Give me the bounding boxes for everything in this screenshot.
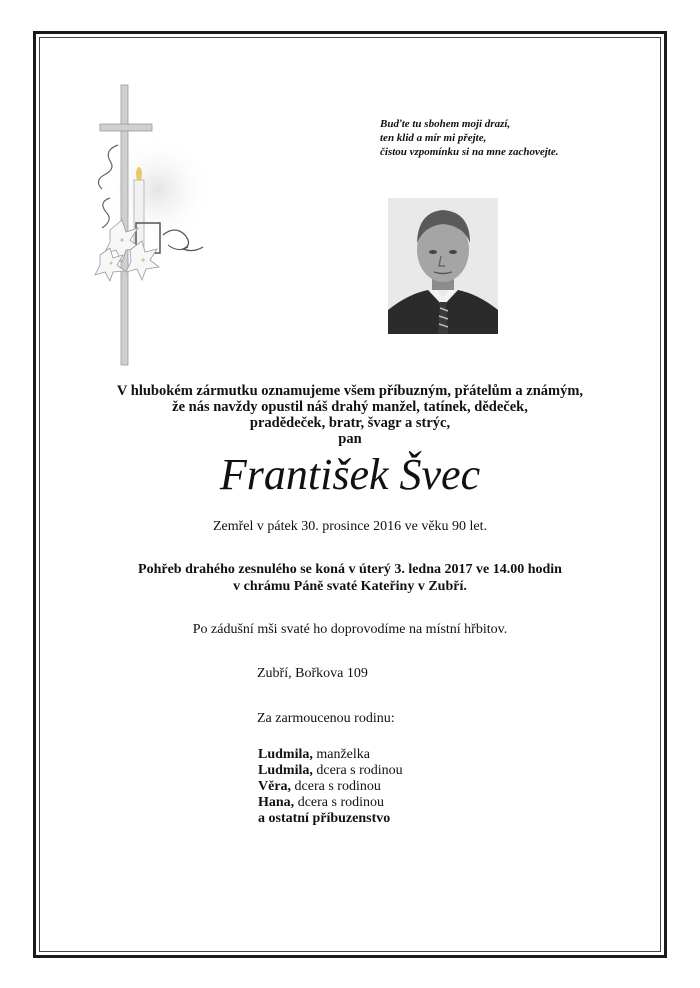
announcement-line: pradědeček, bratr, švagr a strýc, — [249, 415, 451, 431]
family-member-relation: dcera s rodinou — [312, 763, 403, 778]
family-member-relation: manželka — [312, 747, 370, 762]
family-member — [258, 779, 403, 795]
family-member — [258, 795, 403, 811]
funeral-line: Pohřeb drahého zesnulého se koná v úterý 3. ledna 2017 ve 14.00 hodin — [138, 562, 562, 577]
cemetery-note: Po zádušní mši svaté ho doprovodíme na místní hřbitov. — [192, 622, 508, 637]
portrait-photo — [388, 198, 498, 334]
announcement-text — [60, 383, 640, 447]
funeral-info — [60, 561, 640, 595]
family-member-name: Ludmila, — [258, 747, 313, 762]
poem-line: Buďte tu sbohem moji drazí, — [380, 118, 511, 130]
family-address: Zubří, Bořkova 109 — [257, 666, 368, 681]
death-notice: Zemřel v pátek 30. prosince 2016 ve věku 90 let. — [212, 519, 488, 534]
family-member-name: Hana, — [258, 795, 295, 810]
family-list — [258, 747, 403, 827]
family-member — [258, 811, 403, 827]
funeral-line: v chrámu Páně svaté Kateřiny v Zubří. — [233, 579, 467, 594]
family-member — [258, 763, 403, 779]
family-member-relation: dcera s rodinou — [291, 779, 381, 794]
family-member-name: Ludmila, — [258, 763, 313, 778]
poem-line: čistou vzpomínku si na mne zachovejte. — [380, 146, 559, 158]
family-member-relation: dcera s rodinou — [294, 795, 384, 810]
farewell-poem — [380, 117, 640, 159]
poem-line: ten klid a mír mi přejte, — [380, 132, 487, 144]
family-member-name: Věra, — [258, 779, 292, 794]
family-label: Za zarmoucenou rodinu: — [257, 711, 395, 726]
family-member-name: a ostatní příbuzenstvo — [258, 811, 391, 826]
cross-lily-candle-icon — [88, 80, 218, 370]
announcement-line: V hlubokém zármutku oznamujeme všem příbuzným, přátelům a známým, — [116, 383, 584, 399]
deceased-name: František Švec — [219, 450, 481, 499]
announcement-line: pan — [338, 431, 362, 447]
announcement-line: že nás navždy opustil náš drahý manžel, tatínek, dědeček, — [172, 399, 528, 415]
family-member — [258, 747, 403, 763]
